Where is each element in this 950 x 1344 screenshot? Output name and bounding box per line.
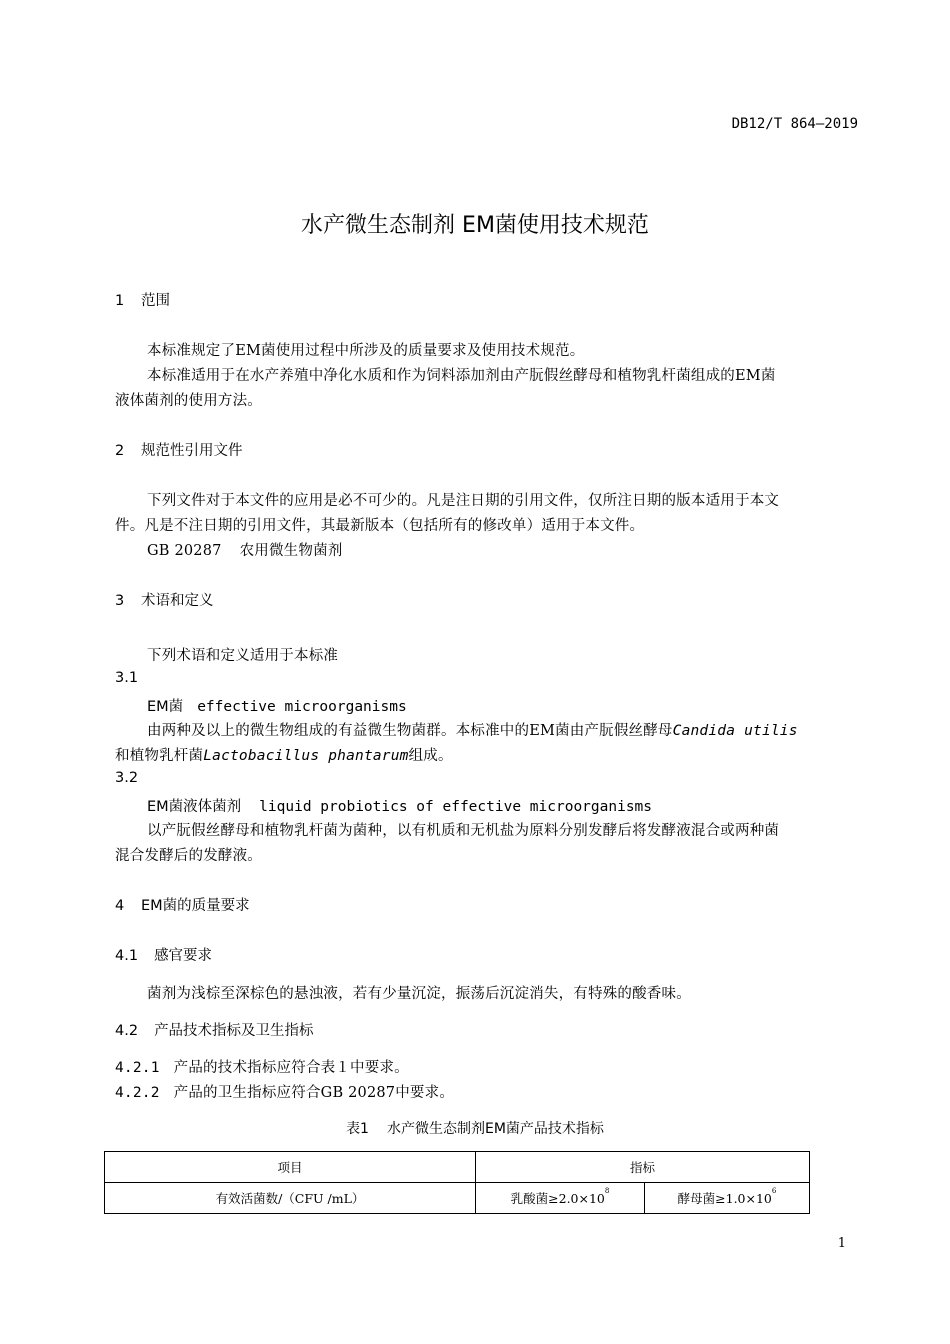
value-text: 酵母菌≥1.0×10 (677, 1191, 772, 1206)
clause-text: 产品的卫生指标应符合GB 20287中要求。 (173, 1085, 455, 1101)
cell-item: 有效活菌数/（CFU /mL） (105, 1183, 476, 1214)
reference-title: 农用微生物菌剂 (239, 543, 343, 559)
subsection-4-2-heading (115, 1019, 314, 1040)
normative-reference (147, 539, 342, 560)
subsection-title: 产品技术指标及卫生指标 (154, 1023, 314, 1039)
section-number: 2 (115, 443, 125, 459)
term-definition (147, 719, 798, 740)
term-name (147, 795, 652, 816)
section-number: 3 (115, 593, 125, 609)
exponent: 8 (604, 1187, 610, 1195)
definition-text: 由两种及以上的微生物组成的有益微生物菌群。本标准中的EM菌由产朊假丝酵母 (147, 723, 673, 739)
term-definition-continuation (115, 744, 453, 765)
table-caption (0, 1118, 950, 1138)
paragraph: 下列文件对于本文件的应用是必不可少的。凡是注日期的引用文件，仅所注日期的版本适用于本文 (147, 493, 780, 509)
section-3-heading (115, 589, 214, 610)
clause-4-2-1 (115, 1056, 409, 1077)
header-cell-item: 项目 (105, 1152, 476, 1183)
term-number: 3.2 (115, 770, 139, 786)
paragraph: 下列术语和定义适用于本标准 (147, 648, 339, 664)
table-header-row (105, 1152, 810, 1183)
section-4-heading (115, 894, 250, 915)
section-title: 规范性引用文件 (141, 443, 243, 459)
term-english: effective microorganisms (197, 699, 407, 715)
term-chinese: EM菌液体菌剂 (147, 799, 242, 815)
latin-name: Candida utilis (672, 723, 798, 739)
clause-number: 4.2.1 (115, 1060, 160, 1076)
section-title: EM菌的质量要求 (141, 898, 250, 914)
section-1-heading (115, 289, 170, 310)
paragraph-continuation: 件。凡是不注日期的引用文件，其最新版本（包括所有的修改单）适用于本文件。 (115, 518, 645, 534)
subsection-number: 4.1 (115, 948, 139, 964)
table-row (105, 1183, 810, 1214)
paragraph-continuation: 液体菌剂的使用方法。 (115, 393, 262, 409)
definition-text: 组成。 (408, 748, 453, 764)
page-number: 1 (837, 1236, 846, 1251)
term-definition-continuation: 混合发酵后的发酵液。 (115, 848, 262, 864)
term-definition: 以产朊假丝酵母和植物乳杆菌为菌种，以有机质和无机盐为原料分别发酵后将发酵液混合或两种菌 (147, 823, 780, 839)
paragraph: 菌剂为浅棕至深棕色的悬浊液，若有少量沉淀，振荡后沉淀消失，有特殊的酸香味。 (147, 986, 691, 1002)
subsection-number: 4.2 (115, 1023, 139, 1039)
term-english: liquid probiotics of effective microorganisms (259, 799, 653, 815)
table-title: 水产微生态制剂EM菌产品技术指标 (386, 1121, 604, 1137)
spec-table (104, 1151, 810, 1214)
clause-number: 4.2.2 (115, 1085, 160, 1101)
term-name (147, 695, 407, 716)
section-title: 术语和定义 (141, 593, 214, 609)
section-number: 1 (115, 293, 125, 309)
section-2-heading (115, 439, 243, 460)
definition-text: 和植物乳杆菌 (115, 748, 204, 764)
reference-code: GB 20287 (147, 543, 222, 559)
value-text: 乳酸菌≥2.0×10 (510, 1191, 605, 1206)
paragraph: 本标准适用于在水产养殖中净化水质和作为饲料添加剂由产朊假丝酵母和植物乳杆菌组成的EM菌 (147, 368, 776, 384)
cell-lactic-acid-bacteria (476, 1183, 645, 1214)
document-code: DB12/T 864—2019 (731, 116, 858, 132)
section-number: 4 (115, 898, 125, 914)
paragraph: 本标准规定了EM菌使用过程中所涉及的质量要求及使用技术规范。 (147, 343, 585, 359)
clause-text: 产品的技术指标应符合表１中要求。 (173, 1060, 409, 1076)
exponent: 6 (771, 1187, 777, 1195)
term-chinese: EM菌 (147, 699, 184, 715)
clause-4-2-2 (115, 1081, 454, 1102)
subsection-4-1-heading (115, 944, 212, 965)
page-title: 水产微生态制剂 EM菌使用技术规范 (301, 213, 649, 238)
section-title: 范围 (141, 293, 170, 309)
table-number: 表1 (346, 1121, 369, 1137)
cell-yeast (645, 1183, 810, 1214)
header-cell-index: 指标 (476, 1152, 810, 1183)
latin-name: Lactobacillus phantarum (203, 748, 409, 764)
term-number: 3.1 (115, 670, 139, 686)
subsection-title: 感官要求 (154, 948, 213, 964)
